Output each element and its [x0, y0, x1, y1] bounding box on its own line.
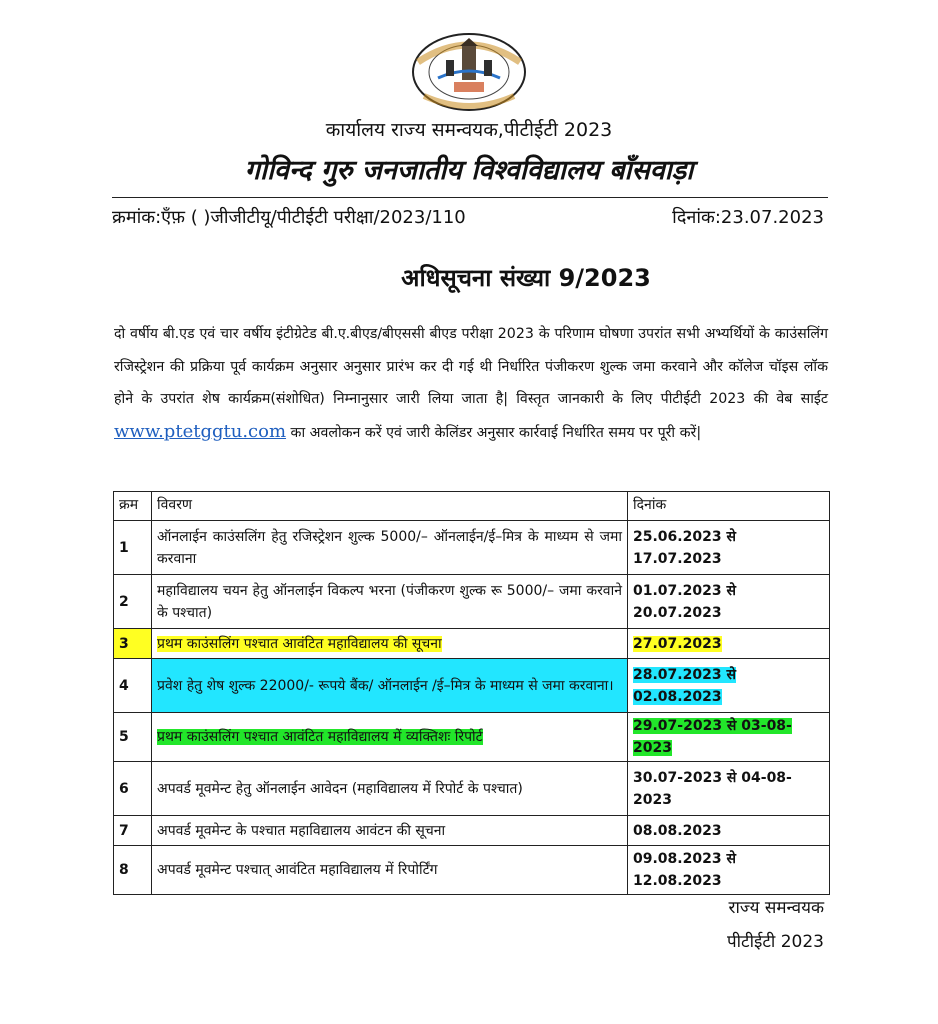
row-description: अपवर्ड मूवमेन्ट पश्चात् आवंटित महाविद्यालय में रिपोर्टिंग	[152, 846, 628, 895]
row-description: ऑनलाईन काउंसलिंग हेतु रजिस्ट्रेशन शुल्क 5000/– ऑनलाईन/ई–मित्र के माध्यम से जमा करवाना	[152, 521, 628, 575]
reference-date: दिनांक:23.07.2023	[672, 207, 824, 228]
highlighted-date: 27.07.2023	[633, 635, 722, 652]
row-date: 09.08.2023 से 12.08.2023	[628, 846, 830, 895]
header-date: दिनांक	[628, 492, 830, 521]
row-description: अपवर्ड मूवमेन्ट के पश्चात महाविद्यालय आवंटन की सूचना	[152, 816, 628, 846]
body-text-before-link: दो वर्षीय बी.एड एवं चार वर्षीय इंटीग्रेटेड बी.ए.बीएड/बीएससी बीएड परीक्षा 2023 के परिणाम घोषणा उपरांत सभी अभ्यर्थियों के काउंसलिंग रजिस्ट्रेशन की प्रक्रिया पूर्व कार्यक्रम अनुसार अनुसार प्रारंभ कर दी गई थी निर्धारित पंजीकरण शुल्क जमा करवाने और कॉलेज चॉइस लॉक होने के उपरांत शेष कार्यक्रम(संशोधित) निम्नानुसार जारी लिया जाता है| विस्तृत जानकारी के लिए पीटीईटी 2023 की वेब साईट	[114, 326, 828, 407]
highlighted-description: प्रथम काउंसलिंग पश्चात आवंटित महाविद्यालय की सूचना	[157, 635, 442, 652]
row-number: 1	[114, 521, 152, 575]
office-line: कार्यालय राज्य समन्वयक,पीटीईटी 2023	[325, 119, 613, 141]
row-description: महाविद्यालय चयन हेतु ऑनलाईन विकल्प भरना (पंजीकरण शुल्क रू 5000/– जमा करवाने के पश्चात)	[152, 575, 628, 629]
table-row	[114, 629, 830, 659]
row-number: 6	[114, 762, 152, 816]
row-number: 2	[114, 575, 152, 629]
table-row	[114, 575, 830, 629]
row-number: 4	[114, 659, 152, 713]
website-link[interactable]: www.ptetggtu.com	[114, 420, 287, 442]
signature-program: पीटीईटी 2023	[726, 932, 824, 952]
schedule-table	[113, 491, 830, 895]
table-row	[114, 846, 830, 895]
reference-number: क्रमांक:एँफ़ ( )जीजीटीयू/पीटीईटी परीक्षा/2023/110	[112, 207, 466, 228]
row-date	[628, 629, 830, 659]
row-description	[152, 713, 628, 762]
row-number: 8	[114, 846, 152, 895]
row-date	[628, 713, 830, 762]
reference-line	[112, 205, 824, 229]
body-text-after-link: का अवलोकन करें एवं जारी केलिंडर अनुसार कार्रवाई निर्धारित समय पर पूरी करें|	[290, 424, 702, 441]
highlighted-date: 28.07.2023 से 02.08.2023	[633, 666, 736, 705]
highlighted-description: प्रथम काउंसलिंग पश्चात आवंटित महाविद्यालय में व्यक्तिशः रिपोर्ट	[157, 729, 483, 745]
row-number: 7	[114, 816, 152, 846]
row-date: 01.07.2023 से 20.07.2023	[628, 575, 830, 629]
row-description: प्रवेश हेतु शेष शुल्क 22000/- रूपये बैंक/ ऑनलाईन /ई–मित्र के माध्यम से जमा करवाना।	[152, 659, 628, 713]
row-date: 08.08.2023	[628, 816, 830, 846]
header-description: विवरण	[152, 492, 628, 521]
table-row	[114, 816, 830, 846]
table-header-row	[114, 492, 830, 521]
highlighted-date: 29.07-2023 से 03-08-2023	[633, 718, 792, 756]
table-row	[114, 762, 830, 816]
table-row	[114, 521, 830, 575]
body-paragraph	[114, 318, 828, 449]
table-row	[114, 659, 830, 713]
row-date: 25.06.2023 से 17.07.2023	[628, 521, 830, 575]
row-date: 30.07-2023 से 04-08-2023	[628, 762, 830, 816]
row-number: 5	[114, 713, 152, 762]
notification-title: अधिसूचना संख्या 9/2023	[401, 264, 651, 292]
university-emblem-icon	[404, 32, 534, 116]
header-divider	[112, 197, 828, 198]
header-serial: क्रम	[114, 492, 152, 521]
university-name: गोविन्द गुरु जनजातीय विश्वविद्यालय बाँसवाड़ा	[244, 155, 694, 186]
table-row	[114, 713, 830, 762]
row-number: 3	[114, 629, 152, 659]
row-description	[152, 629, 628, 659]
row-description: अपवर्ड मूवमेन्ट हेतु ऑनलाईन आवेदन (महाविद्यालय में रिपोर्ट के पश्चात)	[152, 762, 628, 816]
signature-title: राज्य समन्वयक	[728, 898, 824, 918]
row-date	[628, 659, 830, 713]
